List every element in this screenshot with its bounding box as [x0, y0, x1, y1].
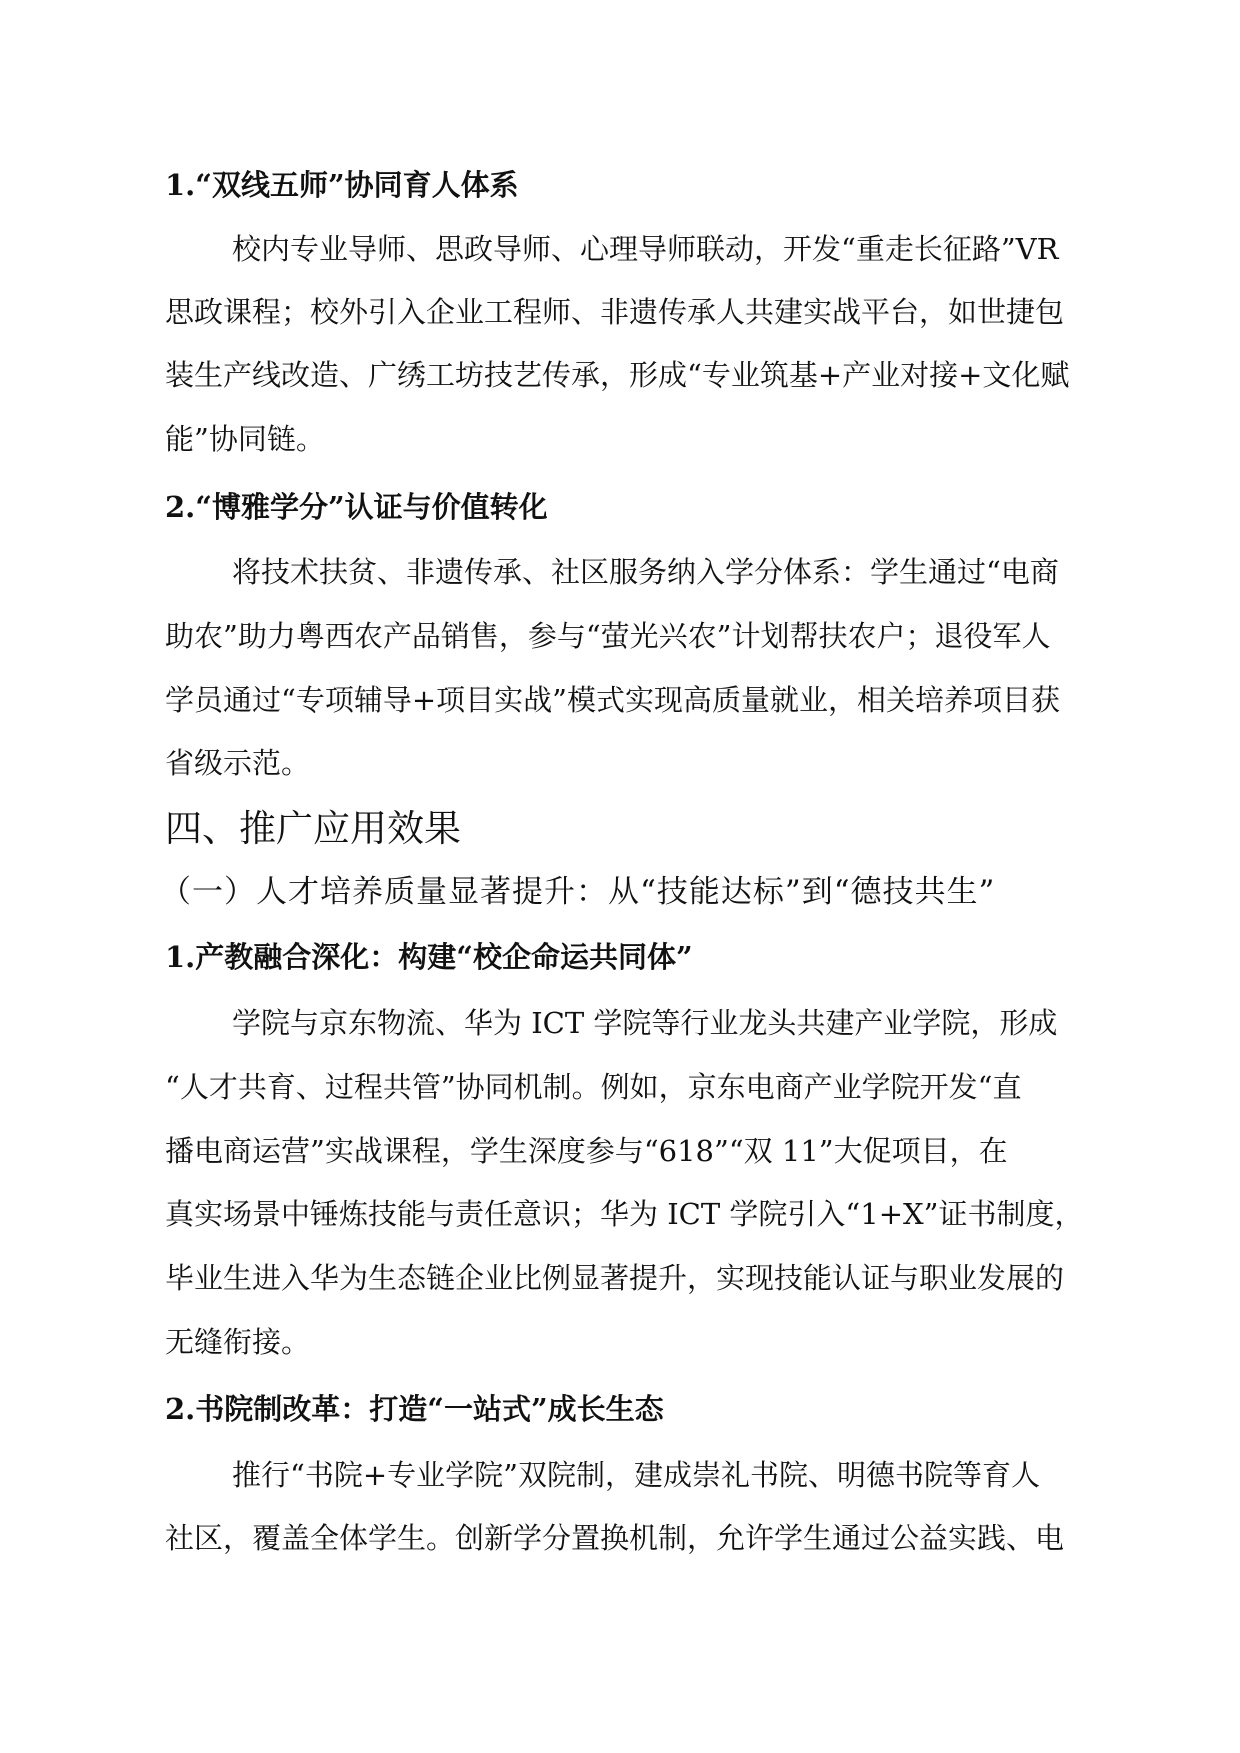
paragraph-line: 思政课程；校外引入企业工程师、非遗传承人共建实战平台，如世捷包 — [165, 295, 1065, 329]
chapter-heading: 四、推广应用效果 — [165, 807, 461, 850]
subsection-heading: （一）人才培养质量显著提升：从“技能达标”到“德技共生” — [160, 874, 996, 910]
section-heading: 2.“博雅学分”认证与价值转化 — [165, 490, 548, 524]
section-heading: 2.书院制改革：打造“一站式”成长生态 — [165, 1392, 664, 1426]
paragraph-line: 毕业生进入华为生态链企业比例显著提升，实现技能认证与职业发展的 — [165, 1261, 1065, 1295]
section-heading: 1.产教融合深化：构建“校企命运共同体” — [165, 940, 693, 974]
paragraph-line: 将技术扶贫、非遗传承、社区服务纳入学分体系：学生通过“电商 — [232, 555, 1059, 589]
paragraph-line: 校内专业导师、思政导师、心理导师联动，开发“重走长征路”VR — [232, 232, 1059, 266]
paragraph-line: 无缝衔接。 — [165, 1325, 311, 1359]
paragraph-line: 助农”助力粤西农产品销售，参与“萤光兴农”计划帮扶农户；退役军人 — [165, 619, 1051, 653]
paragraph-line: 推行“书院+专业学院”双院制，建成崇礼书院、明德书院等育人 — [232, 1458, 1040, 1492]
paragraph-line: 真实场景中锤炼技能与责任意识；华为 ICT 学院引入“1+X”证书制度， — [165, 1197, 1084, 1231]
paragraph-line: 能”协同链。 — [165, 422, 325, 456]
paragraph-line: 学员通过“专项辅导+项目实战”模式实现高质量就业，相关培养项目获 — [165, 683, 1060, 717]
paragraph-line: 社区，覆盖全体学生。创新学分置换机制，允许学生通过公益实践、电 — [165, 1521, 1065, 1555]
paragraph-line: 播电商运营”实战课程，学生深度参与“618”“双 11”大促项目，在 — [165, 1134, 1008, 1168]
paragraph-line: “人才共育、过程共管”协同机制。例如，京东电商产业学院开发“直 — [165, 1070, 1022, 1104]
section-heading: 1.“双线五师”协同育人体系 — [165, 168, 519, 202]
paragraph-line: 省级示范。 — [165, 746, 311, 780]
paragraph-line: 学院与京东物流、华为 ICT 学院等行业龙头共建产业学院，形成 — [232, 1006, 1058, 1040]
paragraph-line: 装生产线改造、广绣工坊技艺传承，形成“专业筑基+产业对接+文化赋 — [165, 358, 1070, 392]
